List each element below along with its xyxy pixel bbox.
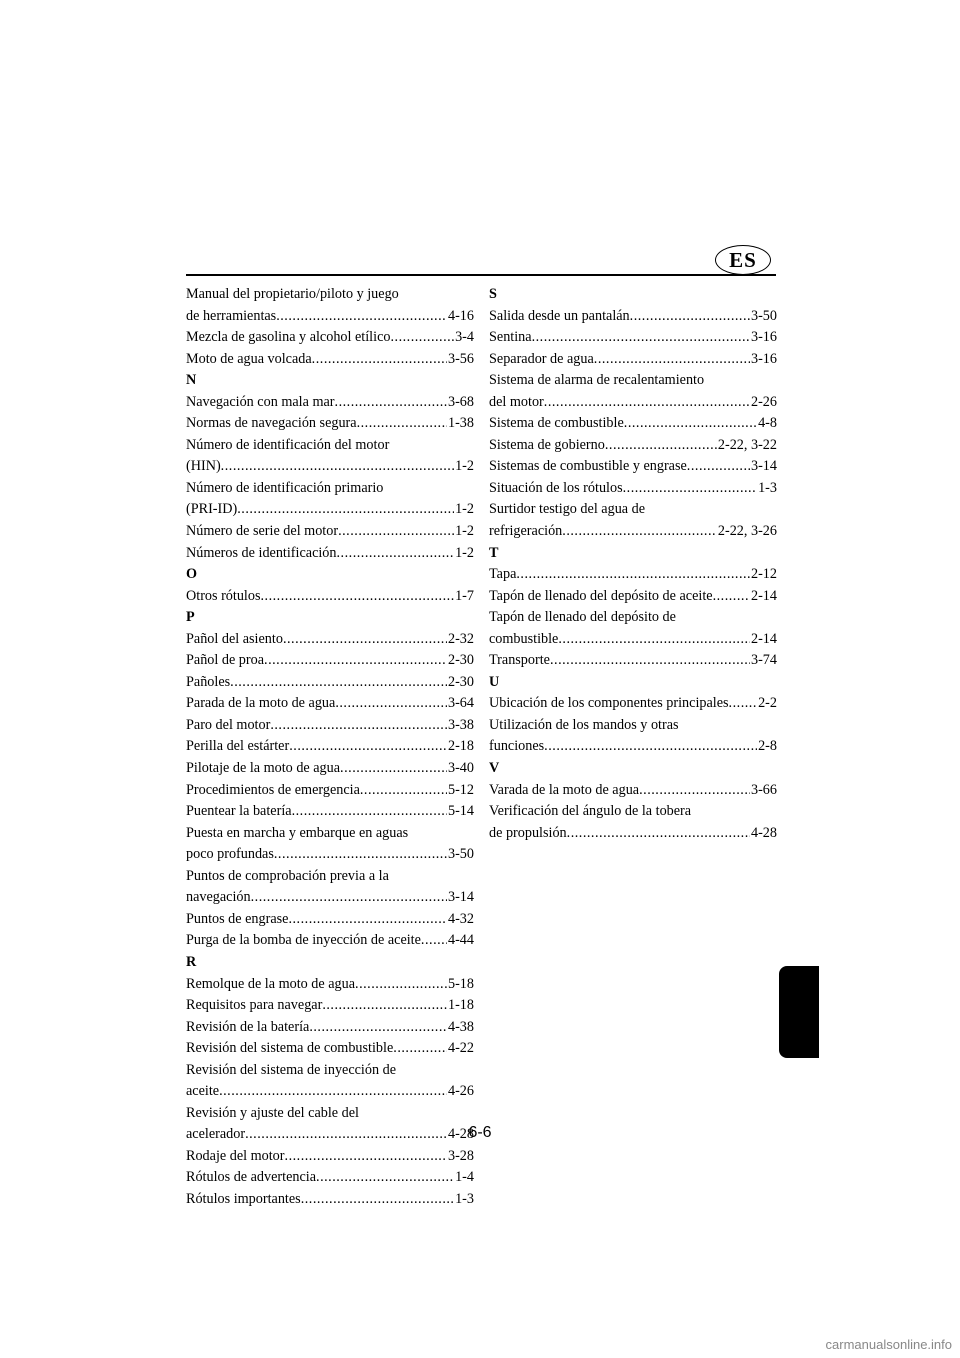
index-entry — [489, 693, 777, 715]
index-entry-text: Requisitos para navegar — [186, 997, 323, 1014]
dot-leader — [309, 1017, 447, 1039]
index-entry — [186, 521, 474, 543]
index-entry-page: 3-64 — [447, 695, 474, 712]
index-section-letter: P — [186, 609, 195, 626]
dot-leader — [532, 327, 750, 349]
dot-leader — [355, 974, 447, 996]
index-entry-page: 4-28 — [447, 1126, 474, 1143]
index-entry — [186, 1060, 474, 1082]
index-entry-page: 4-22 — [447, 1040, 474, 1057]
index-entry-text: Utilización de los mandos y otras — [489, 716, 679, 733]
index-entry — [489, 499, 777, 521]
index-entry-text: Pañoles — [186, 673, 231, 690]
header-rule — [186, 274, 776, 276]
index-entry-page: 1-2 — [455, 458, 474, 475]
index-entry — [186, 650, 474, 672]
index-entry — [186, 306, 474, 328]
index-entry — [186, 780, 474, 802]
dot-leader — [393, 1038, 447, 1060]
index-entry — [186, 1189, 474, 1211]
index-section-letter: V — [489, 760, 500, 777]
dot-leader — [729, 693, 758, 715]
index-entry-page: 5-12 — [447, 781, 474, 798]
index-entry — [186, 1167, 474, 1189]
index-entry-page: 3-16 — [750, 350, 777, 367]
index-entry-page: 2-8 — [758, 738, 777, 755]
index-entry — [186, 866, 474, 888]
index-entry-text: acelerador — [186, 1126, 246, 1143]
dot-leader — [335, 693, 447, 715]
index-entry-text: Verificación del ángulo de la tobera — [489, 803, 692, 820]
index-entry — [489, 586, 777, 608]
index-section-letter: T — [489, 544, 499, 561]
index-entry — [186, 736, 474, 758]
watermark: carmanualsonline.info — [825, 1337, 952, 1352]
index-entry — [186, 392, 474, 414]
index-entry-text: combustible — [489, 630, 559, 647]
index-entry-page: 3-28 — [447, 1147, 474, 1164]
index-entry-page: 2-22, 3-26 — [717, 523, 777, 540]
index-entry-page: 1-7 — [455, 587, 474, 604]
index-entry-text: Separador de agua — [489, 350, 594, 367]
index-entry-page: 1-2 — [455, 523, 474, 540]
dot-leader — [264, 650, 447, 672]
index-entry-page: 2-32 — [447, 630, 474, 647]
page-number: 6-6 — [468, 1124, 492, 1141]
index-entry-page: 4-28 — [750, 824, 777, 841]
dot-leader — [567, 823, 750, 845]
dot-leader — [623, 478, 757, 500]
index-entry — [489, 736, 777, 758]
index-entry-page: 3-50 — [447, 846, 474, 863]
index-entry-text: Sistemas de combustible y engrase — [489, 458, 687, 475]
index-entry-text: Parada de la moto de agua — [186, 695, 336, 712]
index-entry — [186, 715, 474, 737]
index-entry-page: 4-8 — [758, 415, 777, 432]
index-entry — [489, 521, 777, 543]
index-entry-text: Sistema de combustible — [489, 415, 624, 432]
index-entry-page: 3-4 — [455, 329, 474, 346]
index-entry-text: Tapón de llenado del depósito de — [489, 609, 676, 626]
index-entry — [489, 823, 777, 845]
index-entry — [186, 349, 474, 371]
index-entry — [186, 909, 474, 931]
index-entry — [186, 284, 474, 306]
index-entry — [489, 349, 777, 371]
index-entry — [186, 543, 474, 565]
index-entry — [186, 413, 474, 435]
dot-leader — [301, 1189, 454, 1211]
index-entry — [186, 456, 474, 478]
index-entry-page: 3-40 — [447, 760, 474, 777]
index-entry-text: Salida desde un pantalán — [489, 307, 630, 324]
index-entry-text: Navegación con mala mar — [186, 393, 335, 410]
index-entry-text: Situación de los rótulos — [489, 479, 623, 496]
dot-leader — [221, 456, 454, 478]
index-entry — [186, 1017, 474, 1039]
dot-leader — [340, 758, 447, 780]
index-entry — [489, 650, 777, 672]
index-entry — [489, 478, 777, 500]
index-entry-text: Puentear la batería — [186, 803, 292, 820]
dot-leader — [516, 564, 750, 586]
index-entry — [186, 435, 474, 457]
chapter-tab — [779, 966, 819, 1058]
index-entry-text: de propulsión — [489, 824, 567, 841]
index-entry-text: Sentina — [489, 329, 532, 346]
index-entry — [489, 564, 777, 586]
index-entry-text: Remolque de la moto de agua — [186, 975, 356, 992]
index-entry-text: Manual del propietario/piloto y juego — [186, 286, 399, 302]
index-entry-page: 2-26 — [750, 393, 777, 410]
index-entry-text: Revisión del sistema de combustible — [186, 1040, 394, 1057]
dot-leader — [337, 543, 455, 565]
index-entry — [489, 780, 777, 802]
index-entry-text: refrigeración — [489, 523, 563, 540]
index-entry-text: (PRI-ID) — [186, 501, 238, 518]
index-entry-page: 3-74 — [750, 652, 777, 669]
index-entry — [489, 392, 777, 414]
index-entry — [186, 887, 474, 909]
index-entry — [489, 715, 777, 737]
index-entry-text: Puntos de comprobación previa a la — [186, 867, 389, 884]
dot-leader — [360, 780, 447, 802]
index-entry-page: 2-30 — [447, 673, 474, 690]
dot-leader — [357, 413, 447, 435]
index-column-left — [186, 284, 474, 1211]
index-entry-text: Número de identificación primario — [186, 479, 384, 496]
index-entry — [186, 1146, 474, 1168]
index-entry-page: 1-18 — [447, 997, 474, 1014]
index-entry — [489, 801, 777, 823]
index-entry — [186, 327, 474, 349]
index-entry — [186, 1081, 474, 1103]
dot-leader — [292, 801, 447, 823]
dot-leader — [237, 499, 454, 521]
index-entry-text: Rótulos de advertencia — [186, 1169, 317, 1186]
index-entry-page: 1-3 — [758, 479, 777, 496]
index-entry-text: Tapa — [489, 566, 517, 583]
index-entry-text: Pañol del asiento — [186, 630, 283, 647]
dot-leader — [639, 780, 750, 802]
index-entry — [186, 629, 474, 651]
dot-leader — [421, 930, 447, 952]
index-entry — [489, 413, 777, 435]
index-entry-text: Número de identificación del motor — [186, 436, 390, 453]
index-entry-text: Revisión de la batería — [186, 1018, 310, 1035]
dot-leader — [713, 586, 750, 608]
index-entry-text: Paro del motor — [186, 716, 271, 733]
index-entry — [489, 370, 777, 392]
dot-leader — [283, 629, 447, 651]
dot-leader — [260, 586, 454, 608]
index-entry-text: Ubicación de los componentes principales — [489, 695, 729, 712]
index-section-letter: N — [186, 372, 197, 389]
index-entry-page: 2-12 — [750, 566, 777, 583]
index-entry — [489, 629, 777, 651]
dot-leader — [687, 456, 750, 478]
index-entry-page: 3-16 — [750, 329, 777, 346]
dot-leader — [338, 521, 454, 543]
dot-leader — [276, 306, 447, 328]
index-entry — [489, 327, 777, 349]
index-entry-page: 2-22, 3-22 — [717, 436, 777, 453]
index-entry — [186, 1038, 474, 1060]
index-entry — [186, 823, 474, 845]
dot-leader — [335, 392, 447, 414]
index-section-letter: R — [186, 953, 197, 970]
dot-leader — [594, 349, 750, 371]
index-entry-text: Tapón de llenado del depósito de aceite — [489, 587, 713, 604]
dot-leader — [322, 995, 447, 1017]
index-entry-text: Normas de navegación segura — [186, 415, 357, 432]
index-entry-page: 3-38 — [447, 716, 474, 733]
dot-leader — [270, 715, 447, 737]
index-entry — [489, 456, 777, 478]
index-entry-text: Números de identificación — [186, 544, 337, 561]
dot-leader — [558, 629, 750, 651]
index-entry — [186, 586, 474, 608]
index-entry-page: 3-14 — [447, 889, 474, 906]
dot-leader — [390, 327, 454, 349]
index-entry-text: Mezcla de gasolina y alcohol etílico — [186, 329, 391, 346]
index-section-letter: S — [489, 286, 497, 302]
index-entry-text: de herramientas — [186, 307, 277, 324]
dot-leader — [219, 1081, 447, 1103]
index-entry-text: Revisión y ajuste del cable del — [186, 1104, 359, 1121]
index-entry — [186, 995, 474, 1017]
index-entry-text: aceite — [186, 1083, 220, 1100]
index-entry-page: 2-2 — [758, 695, 777, 712]
index-entry-text: Varada de la moto de agua — [489, 781, 640, 798]
index-entry-text: Número de serie del motor — [186, 523, 339, 540]
index-entry-text: Puntos de engrase — [186, 910, 289, 927]
dot-leader — [288, 909, 447, 931]
index-entry-page: 4-26 — [447, 1083, 474, 1100]
dot-leader — [562, 521, 717, 543]
index-entry-text: Transporte — [489, 652, 550, 669]
index-entry-text: (HIN) — [186, 458, 221, 475]
dot-leader — [550, 650, 750, 672]
index-entry — [186, 693, 474, 715]
index-entry-page: 3-66 — [750, 781, 777, 798]
index-entry-text: Rodaje del motor — [186, 1147, 285, 1164]
index-entry — [489, 607, 777, 629]
dot-leader — [544, 736, 757, 758]
index-entry-page: 4-44 — [447, 932, 474, 949]
dot-leader — [251, 887, 447, 909]
dot-leader — [544, 392, 750, 414]
index-entry-page: 4-32 — [447, 910, 474, 927]
dot-leader — [316, 1167, 454, 1189]
index-entry-text: Perilla del estárter — [186, 738, 290, 755]
index-entry-page: 5-18 — [447, 975, 474, 992]
index-entry — [489, 306, 777, 328]
index-entry-page: 4-38 — [447, 1018, 474, 1035]
index-entry-text: Moto de agua volcada — [186, 350, 312, 367]
index-entry — [186, 672, 474, 694]
index-entry-page: 2-18 — [447, 738, 474, 755]
dot-leader — [285, 1146, 447, 1168]
index-entry-page: 3-14 — [750, 458, 777, 475]
index-entry-text: poco profundas — [186, 846, 274, 863]
index-entry — [186, 499, 474, 521]
index-entry — [186, 930, 474, 952]
index-entry — [186, 974, 474, 996]
index-entry — [489, 435, 777, 457]
index-entry-page: 2-14 — [750, 587, 777, 604]
index-entry-text: Pilotaje de la moto de agua — [186, 760, 341, 777]
index-entry-text: Rótulos importantes — [186, 1190, 301, 1207]
language-badge: ES — [715, 245, 771, 275]
index-entry-text: navegación — [186, 889, 251, 906]
index-column-right — [489, 284, 777, 844]
index-entry-page: 1-2 — [455, 501, 474, 518]
index-entry-text: Pañol de proa — [186, 652, 265, 669]
index-entry-text: Procedimientos de emergencia — [186, 781, 360, 798]
dot-leader — [230, 672, 447, 694]
index-entry-page: 3-50 — [750, 307, 777, 324]
index-entry — [186, 478, 474, 500]
index-entry-page: 5-14 — [447, 803, 474, 820]
index-entry-text: Sistema de gobierno — [489, 436, 605, 453]
index-entry-page: 2-14 — [750, 630, 777, 647]
index-entry-page: 4-16 — [447, 307, 474, 324]
index-entry-text: del motor — [489, 393, 544, 410]
index-entry-text: Puesta en marcha y embarque en aguas — [186, 824, 409, 841]
dot-leader — [289, 736, 447, 758]
index-section-letter: U — [489, 673, 500, 690]
index-entry-text: Revisión del sistema de inyección de — [186, 1061, 396, 1078]
index-entry — [186, 1103, 474, 1125]
index-entry — [186, 758, 474, 780]
index-entry — [186, 801, 474, 823]
index-entry-text: Surtidor testigo del agua de — [489, 501, 646, 518]
index-entry-page: 2-30 — [447, 652, 474, 669]
index-entry-text: Sistema de alarma de recalentamiento — [489, 372, 705, 389]
index-entry-page: 3-56 — [447, 350, 474, 367]
dot-leader — [274, 844, 447, 866]
index-entry-page: 1-3 — [455, 1190, 474, 1207]
index-entry-text: Purga de la bomba de inyección de aceite — [186, 932, 421, 949]
index-entry-text: funciones — [489, 738, 545, 755]
dot-leader — [630, 306, 750, 328]
dot-leader — [312, 349, 447, 371]
index-entry-page: 1-2 — [455, 544, 474, 561]
index-entry-text: Otros rótulos — [186, 587, 261, 604]
dot-leader — [624, 413, 757, 435]
index-entry-page: 1-38 — [447, 415, 474, 432]
dot-leader — [605, 435, 717, 457]
index-entry — [186, 844, 474, 866]
index-entry-page: 3-68 — [447, 393, 474, 410]
index-entry-page: 1-4 — [455, 1169, 474, 1186]
index-section-letter: O — [186, 566, 198, 583]
